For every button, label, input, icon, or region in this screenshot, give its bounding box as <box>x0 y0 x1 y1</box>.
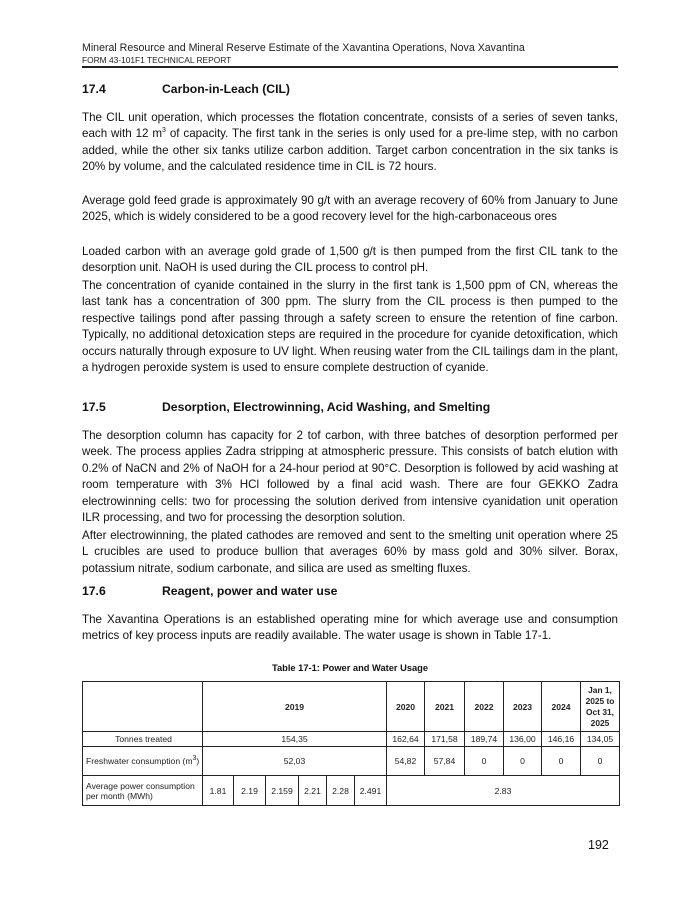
cell-2020: 54,82 <box>387 747 425 776</box>
report-title: Mineral Resource and Mineral Reserve Estimate of the Xavantina Operations, Nova Xavantina <box>82 42 525 54</box>
paragraph-smelting: After electrowinning, the plated cathodes are removed and sent to the smelting unit operation where 25 L crucibles are used to produce bullion that averages 60% by mass gold and 30% silver. Borax, potassium nitrate, sodium carbonate, and silica are used as smelting fluxes. <box>82 529 618 575</box>
cell-2022: 189,74 <box>465 732 504 747</box>
section-number: 17.6 <box>82 584 106 598</box>
cell-2020-2025-merged: 2.83 <box>387 776 620 806</box>
paragraph-cyanide: The concentration of cyanide contained in the slurry in the first tank is 1,500 ppm of CN, whereas the last tank has a concentration of 300 ppm. The slurry from the CIL process is then pumped to the respective tailings pond after passing through a safety screen to ensure the retention of fine carbon. Typically, no additional detoxication steps are required in the procedure for cyanide detoxification, which occurs naturally through exposure to UV light. When reusing water from the CIL tailings dam in the plant, a hydrogen peroxide system is used to ensure complete destruction of cyanide. <box>82 279 618 375</box>
cell-2021: 171,58 <box>425 732 465 747</box>
table-row <box>83 732 620 747</box>
header-2021: 2021 <box>425 682 465 732</box>
header-2022: 2022 <box>465 682 504 732</box>
table-header-row <box>83 682 620 732</box>
header-2019: 2019 <box>203 682 387 732</box>
table-row <box>83 776 620 806</box>
cell-2019-part: 1.81 <box>203 776 234 806</box>
paragraph-loaded-carbon: Loaded carbon with an average gold grade of 1,500 g/t is then pumped from the first CIL tank to the desorption unit. NaOH is used during the CIL process to control pH. <box>82 245 618 275</box>
header-2020: 2020 <box>387 682 425 732</box>
cell-2025: 0 <box>581 747 620 776</box>
section-heading-17-4 <box>82 82 290 96</box>
cell-2020: 162,64 <box>387 732 425 747</box>
section-number: 17.5 <box>82 400 106 414</box>
header-blank <box>83 682 203 732</box>
cell-2025: 134,05 <box>581 732 620 747</box>
cell-2024: 0 <box>542 747 581 776</box>
row-label: Freshwater consumption $(m^3)$ <box>83 747 203 776</box>
row-label: Tonnes treated <box>83 732 203 747</box>
paragraph-cil-overview: The CIL unit operation, which processes the flotation concentrate, consists of a series of seven tanks, each with 12 $m^3$ of capacity. The first tank in the series is only used for a pre-lime step, with no carbon added, while the other six tanks utilize carbon addition. Target carbon concentration in the six tanks is 20% by volume, and the calculated residence time in CIL is 72 hours. <box>82 111 618 174</box>
page-number: 192 <box>588 838 609 852</box>
table-caption: Table 17-1: Power and Water Usage <box>271 663 429 673</box>
cell-2021: 57,84 <box>425 747 465 776</box>
section-heading-17-5 <box>82 400 490 414</box>
cell-2023: 0 <box>504 747 542 776</box>
power-water-table <box>82 681 620 806</box>
cell-2019-part: 2.21 <box>299 776 327 806</box>
paragraph-desorption: The desorption column has capacity for 2 tof carbon, with three batches of desorption performed per week. The process applies Zadra stripping at atmospheric pressure. This consists of batch elution with 0.2% of NaCN and 2% of NaOH for a 24-hour period at 90°C. Desorption is followed by acid washing at room temperature with 3% HCl followed by a final acid wash. There are four GEKKO Zadra electrowinning cells: two for processing the solution derived from intensive cyanidation unit operation ILR processing, and two for processing the desorption solution. <box>82 429 618 525</box>
section-title: Carbon-in-Leach (CIL) <box>162 82 290 96</box>
cell-2019: 154,35 <box>203 732 387 747</box>
row-label: Average power consumption per month (MWh) <box>83 776 203 806</box>
section-title: Desorption, Electrowinning, Acid Washing, and Smelting <box>162 400 491 414</box>
header-2024: 2024 <box>542 682 581 732</box>
section-heading-17-6 <box>82 584 337 598</box>
table-row <box>83 747 620 776</box>
cell-2024: 146,16 <box>542 732 581 747</box>
cell-2019-part: 2.491 <box>355 776 387 806</box>
cell-2022: 0 <box>465 747 504 776</box>
header-rule <box>82 66 618 68</box>
cell-2023: 136,00 <box>504 732 542 747</box>
header-2023: 2023 <box>504 682 542 732</box>
section-number: 17.4 <box>82 82 106 96</box>
header-2025-ytd: Jan 1, 2025 to Oct 31, 2025 <box>581 682 620 732</box>
section-title: Reagent, power and water use <box>162 584 338 598</box>
paragraph-reagent: The Xavantina Operations is an established operating mine for which average use and consumption metrics of key process inputs are readily available. The water usage is shown in Table 17-1. <box>82 613 618 643</box>
report-subtitle: FORM 43-101F1 TECHNICAL REPORT <box>82 55 232 65</box>
cell-2019-part: 2.19 <box>234 776 266 806</box>
cell-2019: 52,03 <box>203 747 387 776</box>
cell-2019-part: 2.28 <box>327 776 355 806</box>
cell-2019-part: 2.159 <box>266 776 299 806</box>
paragraph-gold-feed: Average gold feed grade is approximately 90 g/t with an average recovery of 60% from January to June 2025, which is widely considered to be a good recovery level for the high-carbonaceous ores <box>82 194 618 224</box>
